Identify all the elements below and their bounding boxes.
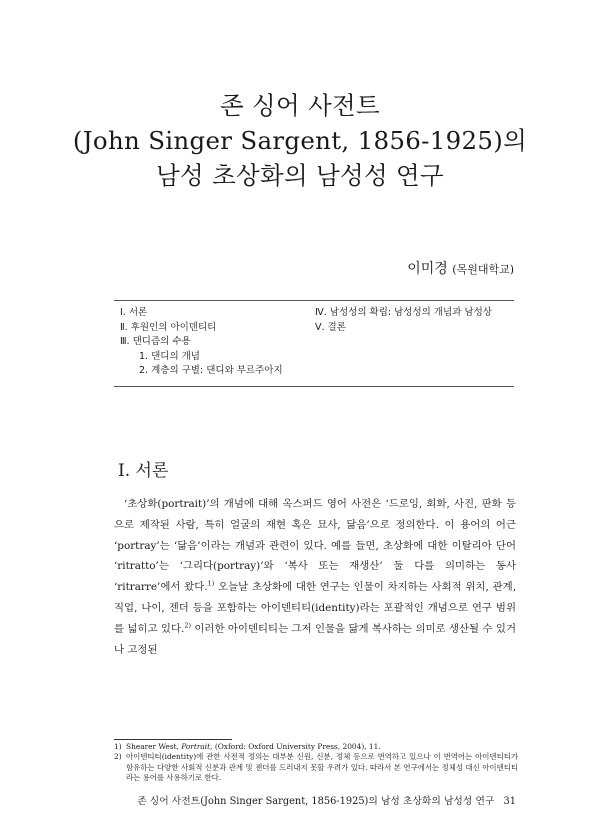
toc-subitem-class-distinction: 2. 계층의 구별: 댄디와 부르주아지 <box>139 365 283 377</box>
author-name: 이미경 <box>407 261 448 277</box>
author-affiliation: (목원대학교) <box>452 263 514 276</box>
paragraph-text-1: ‘초상화(portrait)’의 개념에 대해 옥스퍼드 영어 사전은 ‘드로잉, 회화, 사진, 판화 등으로 제작된 사람, 특히 얼굴의 재현 혹은 묘사, 닮음’으로 정의한다. 이 용어의 어근 ‘portray’는 ‘닮음’이라는 개념과 관련이 있다. 예를 들면, 초상화에 대한 이탈리아 단어 ‘ritratto’는 ‘그리다(portray)’와 ‘복사 또는 재생산’ 둘 다를 의미하는 동사 ‘ritrarre’에서 왔다. <box>114 498 516 594</box>
toc-top-rule <box>114 300 514 301</box>
footnote-ref-1[interactable]: 1) <box>207 579 215 588</box>
paragraph-text-2: 오늘날 초상화에 대한 연구는 인물이 차지하는 사회적 위치, 관계, 직업, 나이, 젠더 등을 포함하는 아이덴티티(identity)라는 포괄적인 개념으로 연구 범위를 넓히고 있다. <box>114 581 516 635</box>
footnote-2 <box>114 752 518 783</box>
footnotes <box>114 742 518 784</box>
toc-right-column <box>315 306 525 335</box>
running-footer-title: 존 싱어 사전트(John Singer Sargent, 1856-1925)의 남성 초상화의 남성성 연구 <box>137 796 495 807</box>
footnote-number: 1) <box>114 742 122 751</box>
toc-item-conclusion: Ⅴ. 결론 <box>315 321 346 333</box>
toc-subitem-dandy-concept: 1. 댄디의 개념 <box>139 350 200 362</box>
toc-left-column <box>120 306 330 379</box>
title-line-2: (John Singer Sargent, 1856-1925)의 <box>72 126 528 155</box>
paragraph-text-3: 이러한 아이덴티티는 그저 인물을 닮게 복사하는 의미로 생산될 수 있거나 고정된 <box>114 622 516 656</box>
footnote-1 <box>114 742 518 752</box>
toc-item-introduction: Ⅰ. 서론 <box>120 307 148 318</box>
footnote-number: 2) <box>114 752 122 762</box>
footnote-ref-2[interactable]: 2) <box>184 621 191 630</box>
footnote-rule <box>114 739 232 740</box>
running-footer <box>137 793 516 807</box>
footnote-text: 아이덴티티(identity)에 관한 사전적 정의는 대부분 신원, 신분, 정체 등으로 번역하고 있으나 이 번역어는 아이덴티티가 함유하는 다양한 사회적 신분과 관계 및 젠더를 드러내지 못할 우려가 있다. 따라서 본 연구에서는 정체성 대신 아이덴티티라는 용어를 사용하기로 한다. <box>126 752 518 783</box>
toc-item-masculinity: Ⅳ. 남성성의 확립: 남성성의 개념과 남성상 <box>315 307 492 318</box>
toc-bottom-rule <box>114 386 514 387</box>
article-title <box>0 88 600 193</box>
author-byline <box>407 258 514 278</box>
footnote-text-post: (Oxford: Oxford University Press, 2004), 11. <box>212 742 381 751</box>
toc-item-patron-identity: Ⅱ. 후원인의 아이덴티티 <box>120 321 217 333</box>
title-line-3: 남성 초상화의 남성성 연구 <box>156 161 444 190</box>
page-number: 31 <box>503 796 516 807</box>
toc-item-dandyism: Ⅲ. 댄디즘의 수용 <box>120 336 191 348</box>
footnote-text-pre: Shearer West, <box>126 742 182 751</box>
footnote-text <box>126 742 518 752</box>
footnote-text-italic: Portrait, <box>181 742 213 751</box>
body-paragraph <box>114 494 516 660</box>
section-heading: Ⅰ. 서론 <box>118 461 169 481</box>
title-line-1: 존 싱어 사전트 <box>220 91 380 120</box>
